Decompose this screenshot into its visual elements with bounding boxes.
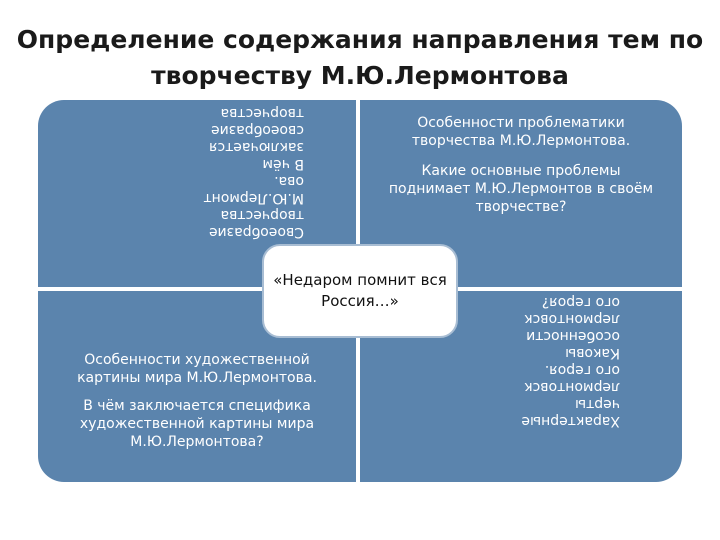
- quadrant-top-right-heading: Особенности проблематики творчества М.Ю.Лермонтова.: [411, 115, 631, 149]
- quadrant-bottom-right-text: Характерные черты лермонтовск ого героя. Каковы особенности лермонтовск ого героя?: [521, 294, 620, 429]
- quadrant-bottom-left-question: В чём заключается специфика художественной картины мира М.Ю.Лермонтова?: [79, 398, 315, 450]
- center-box: [262, 244, 458, 338]
- slide-title: [0, 22, 720, 94]
- center-text: «Недаром помнит вся Россия…»: [273, 271, 447, 310]
- quadrant-bottom-left-heading: Особенности художественной картины мира М.Ю.Лермонтова.: [77, 352, 317, 386]
- quadrant-top-left-text: Своеобразие творчества М.Ю.Лермонт ова. В чём заключается своеобразие творчества: [203, 105, 304, 240]
- quadrant-top-right-question: Какие основные проблемы поднимает М.Ю.Лермонтов в своём творчестве?: [388, 163, 654, 215]
- title-line-1: Определение содержания направления тем по: [16, 25, 704, 54]
- title-line-2: творчеству М.Ю.Лермонтова: [151, 61, 569, 90]
